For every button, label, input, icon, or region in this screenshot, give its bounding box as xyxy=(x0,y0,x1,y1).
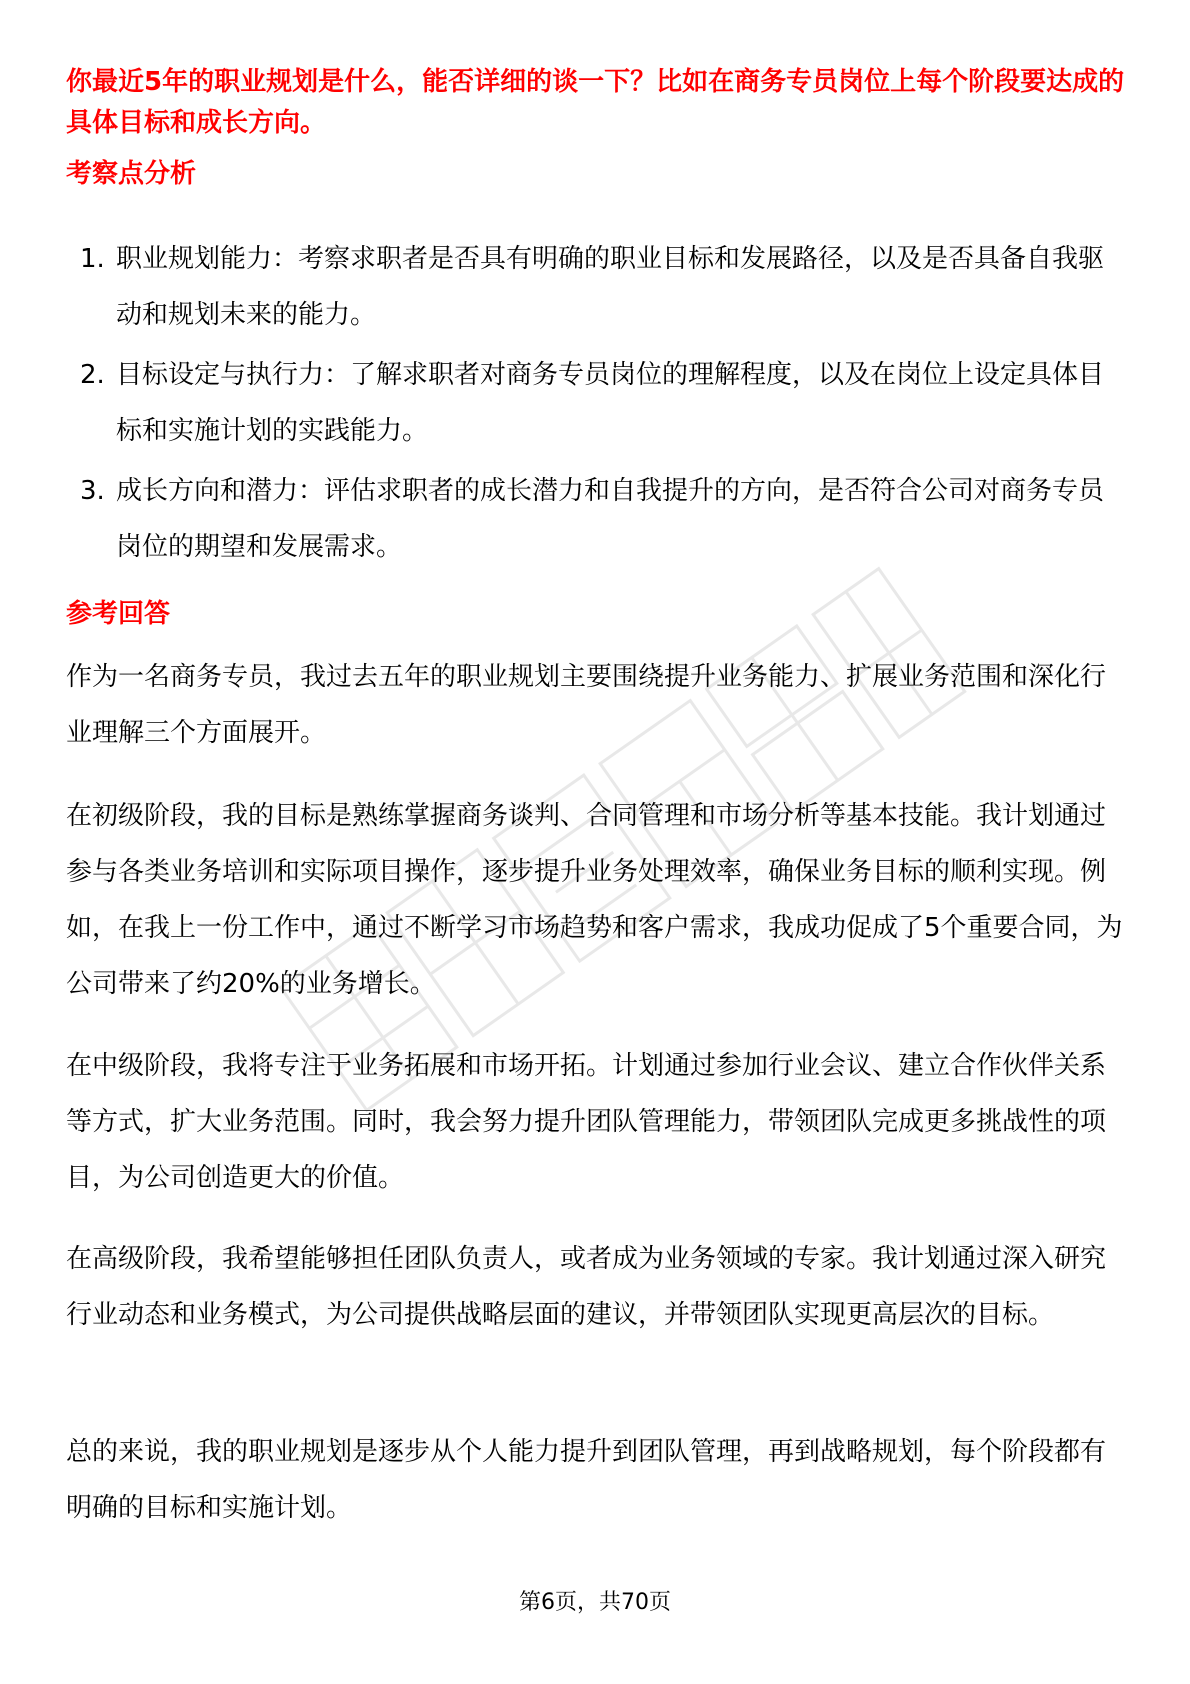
analysis-item-text: 职业规划能力：考察求职者是否具有明确的职业目标和发展路径，以及是否具备自我驱动和规划未来的能力。 xyxy=(116,244,1105,330)
answer-paragraph: 在中级阶段，我将专注于业务拓展和市场开拓。计划通过参加行业会议、建立合作伙伴关系等方式，扩大业务范围。同时，我会努力提升团队管理能力，带领团队完成更多挑战性的项目，为公司创造更大的价值。 xyxy=(66,1051,1107,1193)
page-number-footer: 第6页，共70页 xyxy=(519,1590,671,1615)
analysis-item-text: 目标设定与执行力：了解求职者对商务专员岗位的理解程度，以及在岗位上设定具体目标和实施计划的实践能力。 xyxy=(116,360,1105,446)
analysis-item-number: 1. xyxy=(80,244,105,274)
analysis-item xyxy=(66,347,1126,459)
analysis-item-number: 2. xyxy=(80,360,105,390)
answer-heading: 参考回答 xyxy=(66,599,171,629)
analysis-list xyxy=(66,231,1126,579)
answer-paragraph: 总的来说，我的职业规划是逐步从个人能力提升到团队管理，再到战略规划，每个阶段都有明确的目标和实施计划。 xyxy=(66,1437,1107,1523)
analysis-item xyxy=(66,231,1126,343)
analysis-item-number: 3. xyxy=(80,476,105,506)
answer-paragraph: 在初级阶段，我的目标是熟练掌握商务谈判、合同管理和市场分析等基本技能。我计划通过参与各类业务培训和实际项目操作，逐步提升业务处理效率，确保业务目标的顺利实现。例如，在我上一份工作中，通过不断学习市场趋势和客户需求，我成功促成了5个重要合同，为公司带来了约20%的业务增长。 xyxy=(66,801,1123,999)
document-page xyxy=(66,0,1126,1684)
analysis-heading: 考察点分析 xyxy=(66,159,197,189)
analysis-item-text: 成长方向和潜力：评估求职者的成长潜力和自我提升的方向，是否符合公司对商务专员岗位的期望和发展需求。 xyxy=(116,476,1105,562)
answer-paragraph: 在高级阶段，我希望能够担任团队负责人，或者成为业务领域的专家。我计划通过深入研究行业动态和业务模式，为公司提供战略层面的建议，并带领团队实现更高层次的目标。 xyxy=(66,1244,1107,1330)
answer-paragraph: 作为一名商务专员，我过去五年的职业规划主要围绕提升业务能力、扩展业务范围和深化行业理解三个方面展开。 xyxy=(66,662,1107,748)
analysis-item xyxy=(66,463,1126,575)
interview-question: 你最近5年的职业规划是什么，能否详细的谈一下？比如在商务专员岗位上每个阶段要达成的具体目标和成长方向。 xyxy=(66,67,1125,138)
